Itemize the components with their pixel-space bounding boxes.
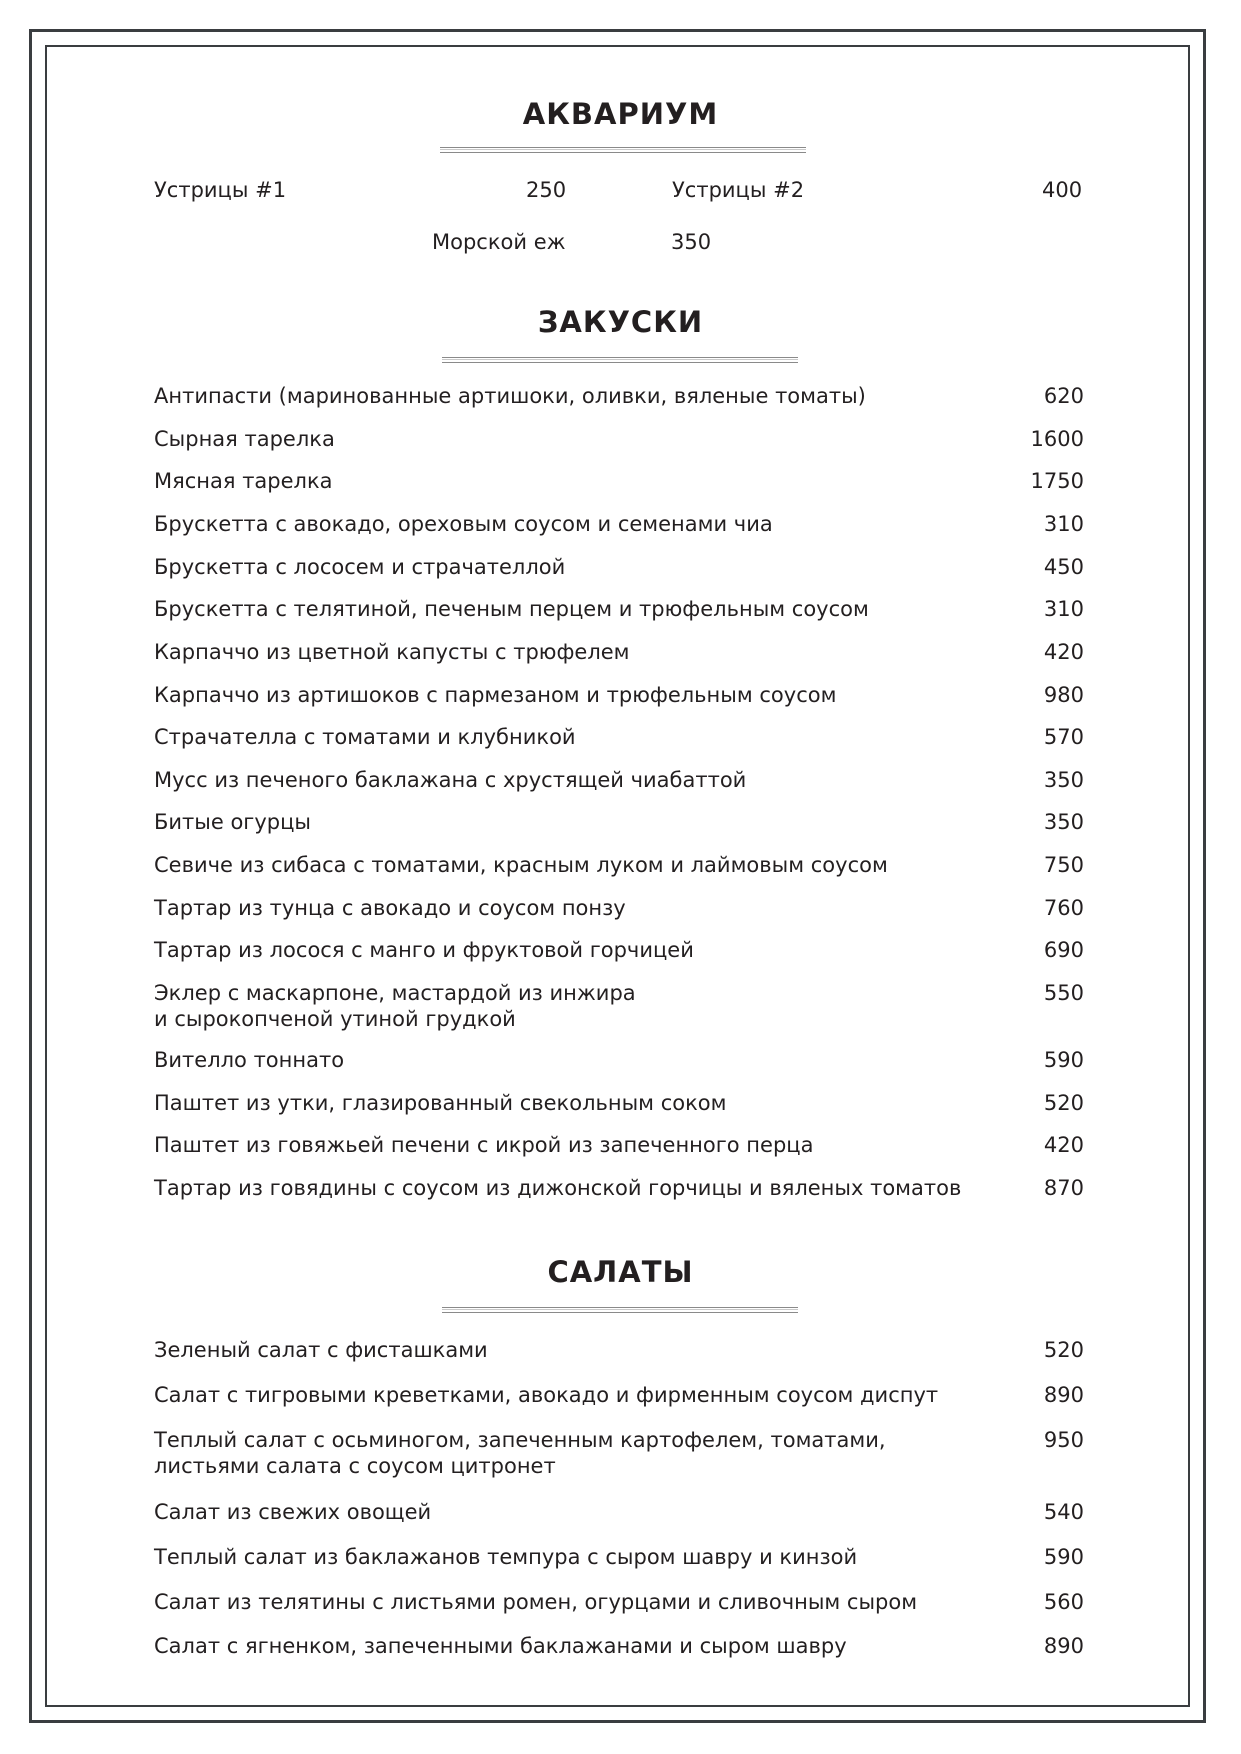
menu-item-name: Битые огурцы: [154, 810, 311, 834]
menu-item-name: Зеленый салат с фисташками: [154, 1338, 488, 1362]
menu-item-price: 1600: [1030, 427, 1084, 451]
menu-item-name: Тартар из говядины с соусом из дижонской горчицы и вяленых томатов: [154, 1176, 962, 1200]
menu-item-price: 750: [1043, 853, 1084, 877]
menu-item-price: 350: [1043, 768, 1084, 792]
menu-item-name: Салат из телятины с листьями ромен, огурцами и сливочным сыром: [154, 1590, 918, 1614]
menu-item-price: 560: [1043, 1590, 1084, 1614]
snacks-heading: ЗАКУСКИ: [537, 305, 704, 339]
menu-item-name: Страчателла с томатами и клубникой: [154, 725, 576, 749]
menu-item-price: 540: [1043, 1500, 1084, 1524]
menu-item-price: 950: [1043, 1428, 1084, 1452]
menu-item-price: 1750: [1030, 469, 1084, 493]
menu-item-price: 550: [1043, 981, 1084, 1005]
menu-item-name: Сырная тарелка: [154, 427, 335, 451]
menu-item-price: 310: [1043, 597, 1084, 621]
menu-item-name: Вителло тоннато: [154, 1048, 345, 1072]
menu-item-name: Салат из свежих овощей: [154, 1500, 432, 1524]
menu-item-name: Тартар из лосося с манго и фруктовой горчицей: [154, 938, 694, 962]
menu-item-name: Карпаччо из цветной капусты с трюфелем: [154, 640, 630, 664]
menu-item-name: Тартар из тунца с авокадо и соусом понзу: [154, 896, 626, 920]
menu-item-price: 420: [1043, 1133, 1084, 1157]
menu-item-price: 760: [1043, 896, 1084, 920]
menu-item-name: Салат с ягненком, запеченными баклажанами и сыром шавру: [154, 1634, 847, 1658]
snacks-heading-rule: [442, 357, 798, 365]
menu-item-price: 520: [1043, 1338, 1084, 1362]
menu-item-price: 870: [1043, 1176, 1084, 1200]
menu-item-name: Брускетта с авокадо, ореховым соусом и семенами чиа: [154, 512, 773, 536]
menu-item-price: 450: [1043, 555, 1084, 579]
menu-item-name: Севиче из сибаса с томатами, красным луком и лаймовым соусом: [154, 853, 888, 877]
aquarium-heading: АКВАРИУМ: [522, 97, 719, 131]
menu-item-name: Салат с тигровыми креветками, авокадо и фирменным соусом диспут: [154, 1383, 939, 1407]
menu-item-name: Брускетта с лососем и страчателлой: [154, 555, 566, 579]
aquarium-heading-rule: [440, 147, 806, 155]
salads-heading: САЛАТЫ: [547, 1255, 694, 1289]
menu-item-price: 590: [1043, 1048, 1084, 1072]
menu-item-price: 620: [1043, 384, 1084, 408]
menu-item-name: Паштет из говяжьей печени с икрой из запеченного перца: [154, 1133, 814, 1157]
menu-item-price: 310: [1043, 512, 1084, 536]
menu-item-price: 570: [1043, 725, 1084, 749]
menu-item-name: Мясная тарелка: [154, 469, 333, 493]
menu-item-name: Теплый салат с осьминогом, запеченным картофелем, томатами, листьями салата с соусом цитронет: [154, 1428, 886, 1478]
aquarium-item-name: Устрицы #1: [154, 178, 287, 202]
aquarium-item-name: Устрицы #2: [672, 178, 805, 202]
menu-item-price: 520: [1043, 1091, 1084, 1115]
menu-item-price: 890: [1043, 1634, 1084, 1658]
menu-item-name: Брускетта с телятиной, печеным перцем и трюфельным соусом: [154, 597, 869, 621]
menu-item-name: Мусс из печеного баклажана с хрустящей чиабаттой: [154, 768, 747, 792]
aquarium-item-price: 350: [671, 230, 712, 254]
menu-item-price: 980: [1043, 683, 1084, 707]
menu-item-price: 420: [1043, 640, 1084, 664]
menu-item-name: Карпаччо из артишоков с пармезаном и трюфельным соусом: [154, 683, 837, 707]
menu-item-price: 350: [1043, 810, 1084, 834]
menu-item-name: Эклер с маскарпоне, мастардой из инжира и сырокопченой утиной грудкой: [154, 981, 636, 1031]
menu-item-name: Антипасти (маринованные артишоки, оливки, вяленые томаты): [154, 384, 866, 408]
salads-heading-rule: [442, 1307, 798, 1315]
menu-item-name: Паштет из утки, глазированный свекольным соком: [154, 1091, 727, 1115]
menu-item-price: 690: [1043, 938, 1084, 962]
menu-item-price: 890: [1043, 1383, 1084, 1407]
aquarium-item-name: Морской еж: [432, 230, 566, 254]
aquarium-item-price: 250: [526, 178, 567, 202]
menu-item-price: 590: [1043, 1545, 1084, 1569]
aquarium-item-price: 400: [1042, 178, 1083, 202]
menu-item-name: Теплый салат из баклажанов темпура с сыром шавру и кинзой: [154, 1545, 858, 1569]
